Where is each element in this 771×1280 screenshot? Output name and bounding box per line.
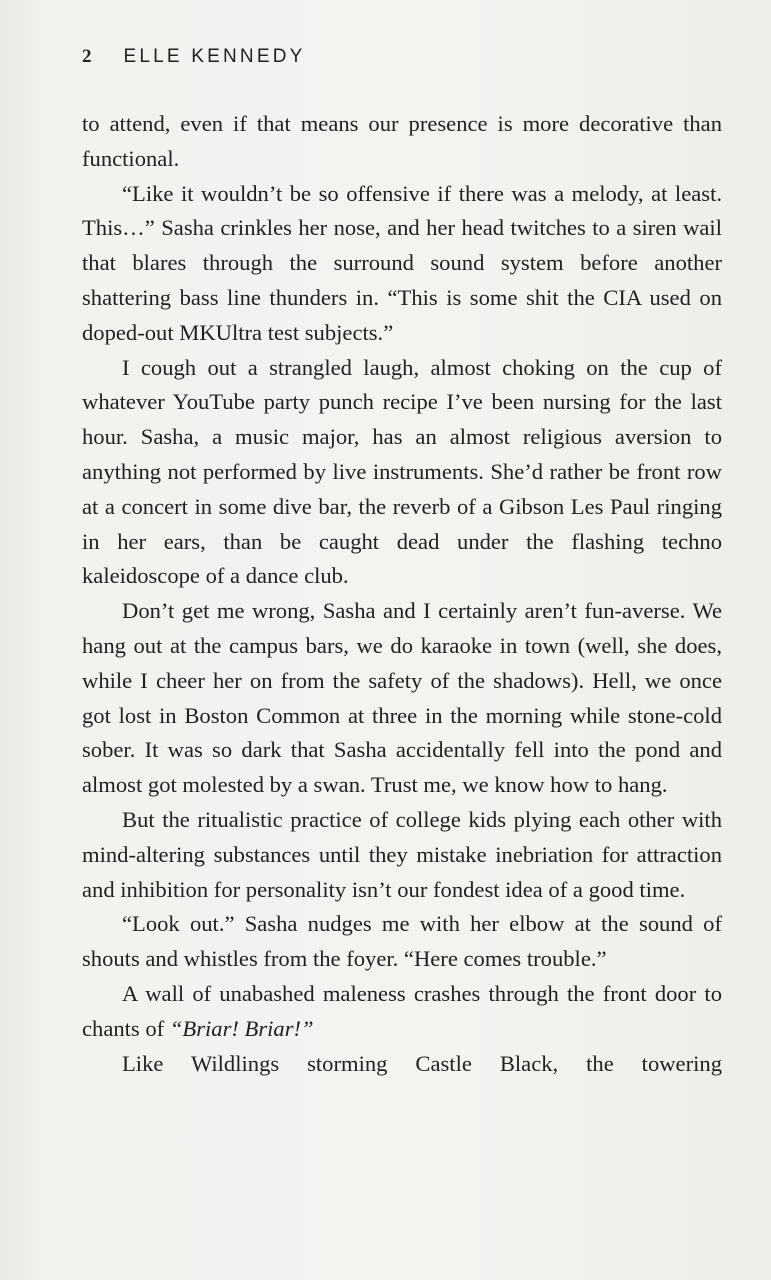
- page-header: [82, 42, 306, 72]
- paragraph-1: to attend, even if that means our presence is more decorative than functional.: [82, 111, 722, 171]
- paragraph-3: I cough out a strangled laugh, almost choking on the cup of whatever YouTube party punch recipe I’ve been nursing for the last hour. Sasha, a music major, has an almost religious aversion to anything not performed by live instruments. She’d rather be front row at a concert in some dive bar, the reverb of a Gibson Les Paul ringing in her ears, than be caught dead under the flashing techno kaleidoscope of a dance club.: [82, 354, 722, 589]
- paragraph-6: “Look out.” Sasha nudges me with her elbow at the sound of shouts and whistles from the foyer. “Here comes trouble.”: [82, 911, 722, 972]
- paragraph-8: Like Wildlings storming Castle Black, the towering: [122, 1050, 722, 1076]
- page-number: 2: [82, 46, 92, 67]
- body-text: [82, 107, 722, 1081]
- paragraph-2: “Like it wouldn’t be so offensive if there was a melody, at least. This…” Sasha crinkles her nose, and her head twitches to a siren wail that blares through the surround sound system before another shattering bass line thunders in. “This is some shit the CIA used on doped-out MKUltra test subjects.”: [82, 180, 722, 345]
- paragraph-7-text: A wall of unabashed maleness crashes through the front door to chants of: [82, 980, 722, 1041]
- paragraph-7: [82, 977, 722, 1047]
- running-head-author: ELLE KENNEDY: [123, 46, 306, 67]
- paragraph-7-italic-chant: “Briar! Briar!”: [169, 1015, 314, 1041]
- paragraph-4: Don’t get me wrong, Sasha and I certainly aren’t fun-averse. We hang out at the campus bars, we do karaoke in town (well, she does, while I cheer her on from the safety of the shadows). Hell, we once got lost in Boston Common at three in the morning while stone-cold sober. It was so dark that Sasha accidentally fell into the pond and almost got molested by a swan. Trust me, we know how to hang.: [82, 598, 722, 798]
- paragraph-5: But the ritualistic practice of college kids plying each other with mind-altering substances until they mistake inebriation for attraction and inhibition for personality isn’t our fondest idea of a good time.: [82, 806, 722, 902]
